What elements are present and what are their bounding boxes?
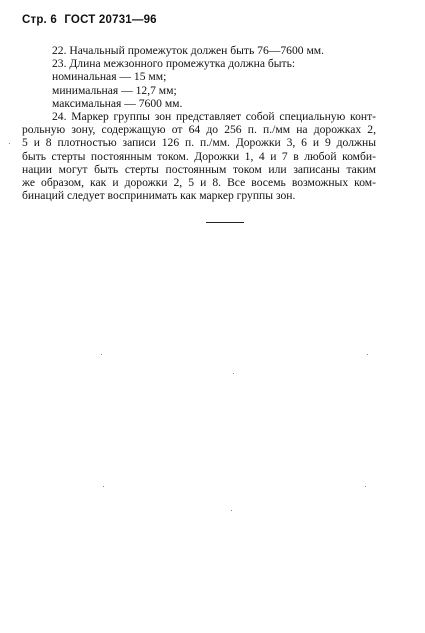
scan-speck bbox=[103, 486, 104, 487]
body-text bbox=[22, 44, 376, 203]
item-23-maximal: максимальная — 7600 мм. bbox=[52, 96, 183, 110]
end-rule bbox=[206, 222, 244, 223]
item-24-line-4: быть стерты постоянным током. Дорожки 1, 4 и 7 в любой комби- bbox=[22, 149, 376, 163]
item-24-line-2: рольную зону, содержащую от 64 до 256 п. п./мм на дорожках 2, bbox=[22, 123, 376, 137]
item-22: 22. Начальный промежуток должен быть 76—7600 мм. bbox=[52, 44, 325, 57]
item-23-minimal: минимальная — 12,7 мм; bbox=[52, 83, 177, 97]
page-header bbox=[22, 14, 161, 26]
standard-code: ГОСТ 20731—96 bbox=[64, 14, 157, 26]
page-number: Стр. 6 bbox=[22, 14, 57, 26]
scan-speck bbox=[101, 354, 102, 355]
scan-speck bbox=[367, 354, 368, 355]
item-23-nominal: номинальная — 15 мм; bbox=[52, 70, 167, 84]
item-24-line-1: 24. Маркер группы зон представляет собой специальную конт- bbox=[52, 110, 376, 124]
scan-speck bbox=[365, 486, 366, 487]
item-24-line-6: же образом, как и дорожки 2, 5 и 8. Все восемь возможных ком- bbox=[22, 176, 376, 190]
scan-speck bbox=[233, 373, 234, 374]
item-24-line-5: нации могут быть стерты постоянным током или записаны таким bbox=[22, 162, 376, 176]
scan-speck bbox=[231, 510, 232, 511]
item-24-line-7: бинаций следует воспринимать как маркер группы зон. bbox=[22, 189, 296, 203]
item-24-line-3: 5 и 8 плотностью записи 126 п. п./мм. Дорожки 3, 6 и 9 должны bbox=[22, 136, 376, 150]
item-23-title: 23. Длина межзонного промежутка должна быть: bbox=[52, 57, 296, 71]
scan-speck bbox=[9, 143, 10, 144]
